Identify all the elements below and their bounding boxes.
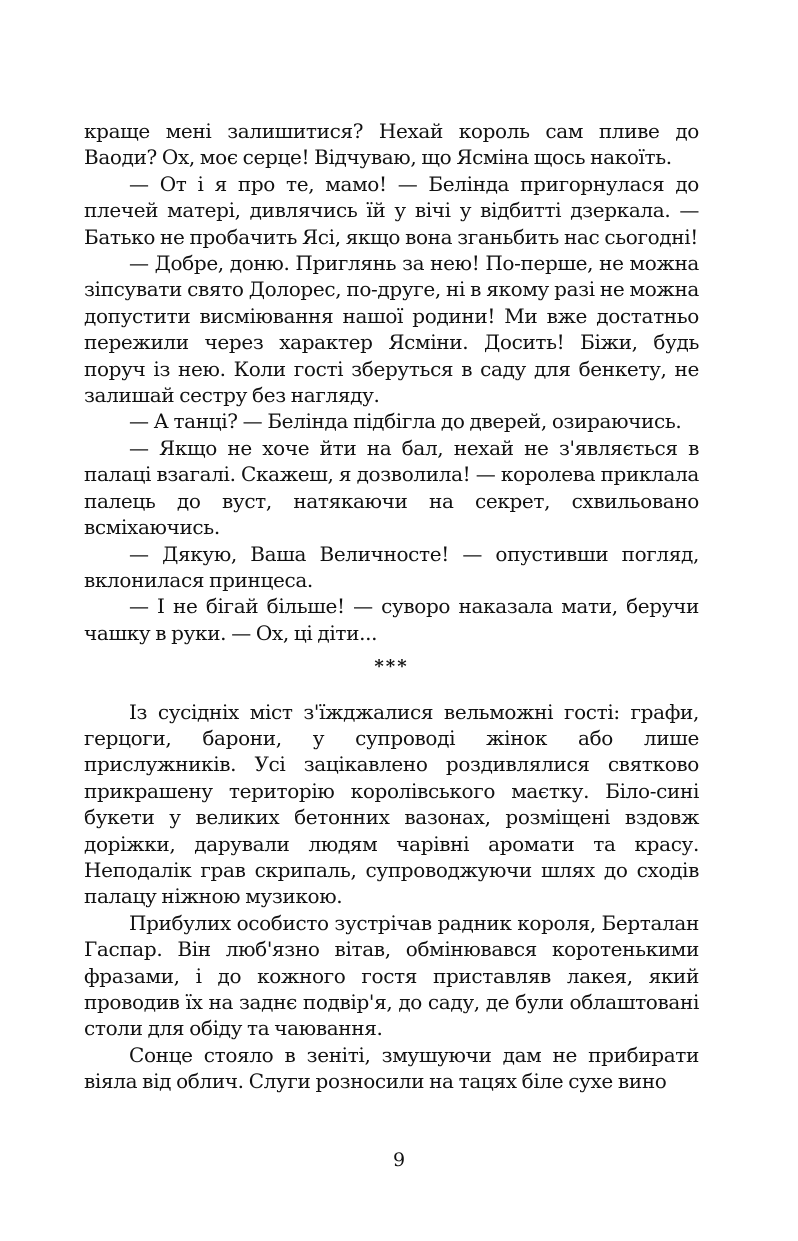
paragraph: Сонце стояло в зеніті, змушуючи дам не прибирати віяла від облич. Слуги розносили на тацях біле сухе вино (84, 1042, 699, 1094)
page-text (84, 118, 699, 1095)
paragraph: — Дякую, Ваша Величносте! — опустивши погляд, вклонилася принцеса. (84, 541, 699, 592)
paragraph: — От і я про те, мамо! — Белінда пригорнулася до плечей матері, дивлячись їй у вічі у відбитті дзеркала. — Батько не пробачить Ясі, якщо вона зганьбить нас сьогодні! (84, 171, 699, 249)
paragraph: — Якщо не хоче йти на бал, нехай не з'являється в палаці взагалі. Скажеш, я дозволила! — королева приклала палець до вуст, натякаючи на секрет, схвильовано всміхаючись. (84, 435, 699, 540)
page-number: 9 (392, 1149, 406, 1171)
paragraph: Із сусідніх міст з'їжджалися вельможні гості: графи, герцоги, барони, у супроводі жінок або лише прислужників. Усі зацікавлено роздивлялися святково прикрашену територію королівського маєтку. Біло-сині букети у великих бетонних вазонах, розміщені вздовж доріжки, дарували людям чарівні аромати та красу. Неподалік грав скрипаль, супроводжуючи шлях до сходів палацу ніжною музикою. (84, 699, 699, 909)
section-separator: *** (374, 656, 409, 678)
paragraph: — А танці? — Белінда підбігла до дверей, озираючись. (129, 409, 682, 434)
paragraph: краще мені залишитися? Нехай король сам пливе до Ваоди? Ох, моє серце! Відчуваю, що Ясміна щось накоїть. (84, 119, 699, 170)
paragraph: Прибулих особисто зустрічав радник короля, Берталан Гаспар. Він люб'язно вітав, обмінювався коротенькими фразами, і до кожного гостя приставляв лакея, який проводив їх на заднє подвір'я, до саду, де були облаштовані столи для обіду та чаювання. (84, 910, 699, 1041)
paragraph: — Добре, доню. Приглянь за нею! По-перше, не можна зіпсувати свято Долорес, по-друге, ні в якому разі не можна допустити висміювання нашої родини! Ми вже достатньо пережили через характер Ясміни. Досить! Біжи, будь поруч із нею. Коли гості зберуться в саду для бенкету, не залишай сестру без нагляду. (84, 251, 699, 408)
paragraph: — І не бігай більше! — суворо наказала мати, беручи чашку в руки. — Ох, ці діти... (84, 594, 699, 645)
